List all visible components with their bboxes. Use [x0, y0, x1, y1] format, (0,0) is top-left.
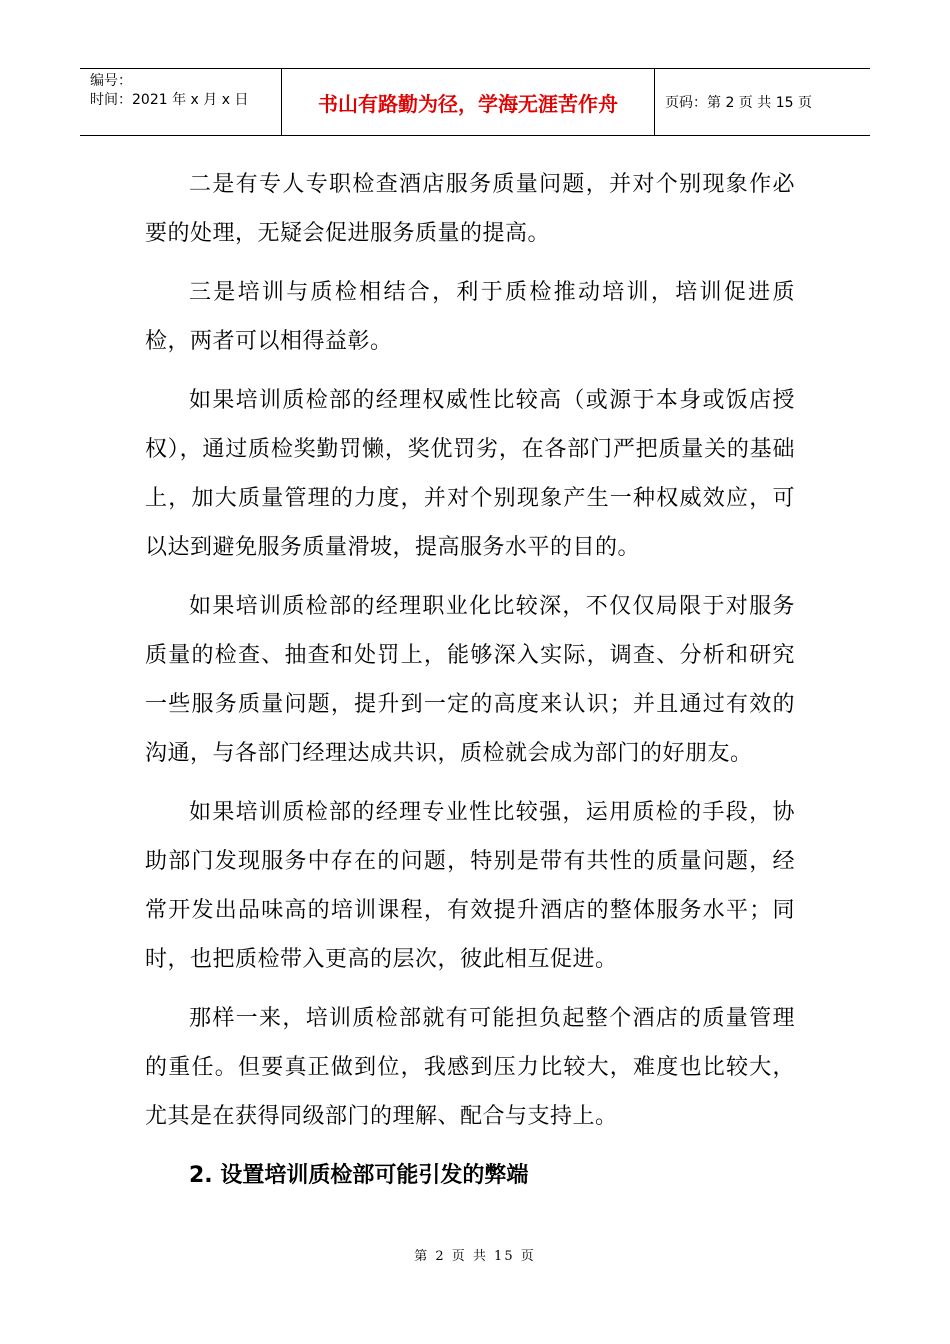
motto-text: 书山有路勤为径，学海无涯苦作舟: [318, 91, 618, 116]
paragraph: 如果培训质检部的经理权威性比较高（或源于本身或饭店授权），通过质检奖勤罚懒，奖优罚劣，在各部门严把质量关的基础上，加大质量管理的力度，并对个别现象产生一种权威效应，可以达到避免服务质量滑坡，提高服务水平的目的。: [145, 388, 795, 560]
paragraph: 那样一来，培训质检部就有可能担负起整个酒店的质量管理的重任。但要真正做到位，我感到压力比较大，难度也比较大，尤其是在获得同级部门的理解、配合与支持上。: [145, 1006, 795, 1129]
header-motto: [282, 69, 655, 135]
paragraph: 如果培训质检部的经理专业性比较强，运用质检的手段，协助部门发现服务中存在的问题，特别是带有共性的质量问题，经常开发出品味高的培训课程，有效提升酒店的整体服务水平；同时，也把质检带入更高的层次，彼此相互促进。: [145, 800, 795, 972]
section-heading: 2. 设置培训质检部可能引发的弊端: [189, 1163, 529, 1188]
paragraph: 如果培训质检部的经理职业化比较深，不仅仅局限于对服务质量的检查、抽查和处罚上，能够深入实际，调查、分析和研究一些服务质量问题，提升到一定的高度来认识；并且通过有效的沟通，与各部门经理达成共识，质检就会成为部门的好朋友。: [145, 594, 795, 766]
document-time-label: 时间：2021 年 x 月 x 日: [90, 92, 249, 108]
paragraph: 二是有专人专职检查酒店服务质量问题，并对个别现象作必要的处理，无疑会促进服务质量的提高。: [145, 172, 795, 246]
page-footer: [0, 1245, 950, 1264]
document-body: [145, 160, 795, 1200]
header-meta: [80, 69, 282, 135]
document-number-label: 编号：: [90, 73, 132, 89]
footer-page-number: 第 2 页 共 15 页: [414, 1249, 536, 1264]
page-info-text: 页码：第 2 页 共 15 页: [665, 95, 812, 111]
header-page-info: [655, 69, 870, 135]
page-header: [80, 68, 870, 136]
paragraph: 三是培训与质检相结合，利于质检推动培训，培训促进质检，两者可以相得益彰。: [145, 280, 795, 354]
